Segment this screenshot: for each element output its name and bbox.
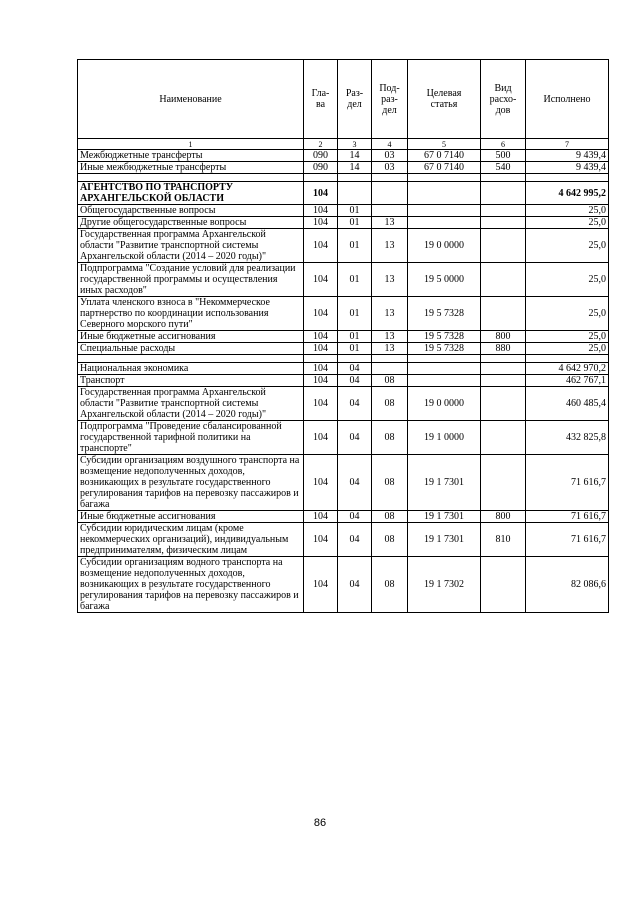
cell-value: 4 642 995,2 xyxy=(526,182,609,205)
cell-podrazdel: 03 xyxy=(372,150,408,162)
table-row xyxy=(78,511,609,523)
cell-podrazdel: 08 xyxy=(372,455,408,511)
cell-name xyxy=(78,174,304,182)
spacer-row xyxy=(78,174,609,182)
cell-name: Национальная экономика xyxy=(78,363,304,375)
cell-name: Субсидии организациям воздушного транспорта на возмещение недополученных доходов, возникающих в результате государственного регулирования тарифов на перевозку пассажиров и багажа xyxy=(78,455,304,511)
cell-vid: 540 xyxy=(481,162,526,174)
cell-vid xyxy=(481,557,526,613)
header-vid: Вид расхо- дов xyxy=(481,60,526,139)
cell-podrazdel: 08 xyxy=(372,375,408,387)
cell-podrazdel: 08 xyxy=(372,387,408,421)
cell-vid xyxy=(481,263,526,297)
cell-statya xyxy=(408,363,481,375)
cell-glava: 104 xyxy=(304,387,338,421)
cell-podrazdel: 08 xyxy=(372,421,408,455)
spacer-row xyxy=(78,355,609,363)
cell-glava: 090 xyxy=(304,150,338,162)
table-row xyxy=(78,455,609,511)
cell-name: Субсидии организациям водного транспорта на возмещение недополученных доходов, возникающих в результате государственного регулирования тарифов на перевозку пассажиров и багажа xyxy=(78,557,304,613)
cell-glava: 104 xyxy=(304,182,338,205)
cell-vid xyxy=(481,174,526,182)
cell-statya: 19 0 0000 xyxy=(408,229,481,263)
cell-value: 25,0 xyxy=(526,297,609,331)
cell-podrazdel: 13 xyxy=(372,343,408,355)
cell-value: 462 767,1 xyxy=(526,375,609,387)
cell-podrazdel: 08 xyxy=(372,511,408,523)
cell-razdel: 04 xyxy=(338,455,372,511)
cell-name xyxy=(78,355,304,363)
cell-vid xyxy=(481,205,526,217)
cell-value xyxy=(526,174,609,182)
cell-razdel: 04 xyxy=(338,363,372,375)
cell-razdel xyxy=(338,182,372,205)
cell-statya: 19 5 7328 xyxy=(408,331,481,343)
column-number: 3 xyxy=(338,139,372,150)
cell-razdel: 01 xyxy=(338,263,372,297)
cell-value: 9 439,4 xyxy=(526,162,609,174)
header-glava: Гла- ва xyxy=(304,60,338,139)
cell-statya: 19 1 7302 xyxy=(408,557,481,613)
cell-podrazdel: 08 xyxy=(372,557,408,613)
cell-statya: 19 0 0000 xyxy=(408,387,481,421)
table-row xyxy=(78,229,609,263)
table-row xyxy=(78,343,609,355)
cell-statya: 67 0 7140 xyxy=(408,150,481,162)
table-row xyxy=(78,387,609,421)
cell-razdel: 14 xyxy=(338,162,372,174)
cell-value: 25,0 xyxy=(526,331,609,343)
cell-podrazdel xyxy=(372,174,408,182)
cell-name: Иные бюджетные ассигнования xyxy=(78,331,304,343)
cell-glava: 104 xyxy=(304,297,338,331)
cell-razdel: 14 xyxy=(338,150,372,162)
cell-glava: 104 xyxy=(304,205,338,217)
cell-razdel: 04 xyxy=(338,375,372,387)
cell-podrazdel xyxy=(372,205,408,217)
table-row xyxy=(78,421,609,455)
cell-podrazdel: 08 xyxy=(372,523,408,557)
cell-name: Транспорт xyxy=(78,375,304,387)
cell-vid: 500 xyxy=(481,150,526,162)
cell-name: Субсидии юридическим лицам (кроме некоммерческих организаций), индивидуальным предпринимателям, физическим лицам xyxy=(78,523,304,557)
cell-vid xyxy=(481,217,526,229)
cell-razdel: 01 xyxy=(338,297,372,331)
table-body xyxy=(78,150,609,613)
cell-vid xyxy=(481,387,526,421)
cell-name: Межбюджетные трансферты xyxy=(78,150,304,162)
column-number: 7 xyxy=(526,139,609,150)
cell-glava: 104 xyxy=(304,421,338,455)
table-row xyxy=(78,363,609,375)
cell-razdel: 04 xyxy=(338,511,372,523)
header-statya: Целевая статья xyxy=(408,60,481,139)
cell-value: 71 616,7 xyxy=(526,455,609,511)
header-razdel: Раз- дел xyxy=(338,60,372,139)
cell-podrazdel: 03 xyxy=(372,162,408,174)
table-row xyxy=(78,375,609,387)
header-row xyxy=(78,60,609,139)
cell-glava: 104 xyxy=(304,331,338,343)
header-podrazdel: Под- раз- дел xyxy=(372,60,408,139)
cell-vid xyxy=(481,355,526,363)
cell-statya: 19 1 0000 xyxy=(408,421,481,455)
table-row xyxy=(78,182,609,205)
cell-value: 9 439,4 xyxy=(526,150,609,162)
cell-vid: 800 xyxy=(481,331,526,343)
cell-podrazdel xyxy=(372,182,408,205)
cell-razdel: 01 xyxy=(338,229,372,263)
page-number: 86 xyxy=(313,817,327,829)
cell-glava: 104 xyxy=(304,343,338,355)
cell-statya xyxy=(408,182,481,205)
table-row xyxy=(78,263,609,297)
cell-value: 460 485,4 xyxy=(526,387,609,421)
cell-glava: 104 xyxy=(304,523,338,557)
cell-razdel: 01 xyxy=(338,217,372,229)
cell-statya: 67 0 7140 xyxy=(408,162,481,174)
cell-vid xyxy=(481,375,526,387)
cell-statya: 19 1 7301 xyxy=(408,523,481,557)
cell-name: Государственная программа Архангельской области "Развитие транспортной системы Архангельской области (2014 – 2020 годы)" xyxy=(78,387,304,421)
cell-razdel: 01 xyxy=(338,343,372,355)
cell-vid: 800 xyxy=(481,511,526,523)
table-row xyxy=(78,557,609,613)
header-value: Исполнено xyxy=(526,60,609,139)
cell-name: Подпрограмма "Проведение сбалансированной государственной тарифной политики на транспорте" xyxy=(78,421,304,455)
cell-podrazdel: 13 xyxy=(372,217,408,229)
cell-statya: 19 5 7328 xyxy=(408,343,481,355)
cell-podrazdel: 13 xyxy=(372,297,408,331)
cell-name: АГЕНТСТВО ПО ТРАНСПОРТУ АРХАНГЕЛЬСКОЙ ОБЛАСТИ xyxy=(78,182,304,205)
cell-vid xyxy=(481,455,526,511)
cell-name: Общегосударственные вопросы xyxy=(78,205,304,217)
cell-value: 82 086,6 xyxy=(526,557,609,613)
cell-statya xyxy=(408,217,481,229)
cell-statya xyxy=(408,205,481,217)
cell-value: 25,0 xyxy=(526,217,609,229)
cell-value: 25,0 xyxy=(526,205,609,217)
cell-podrazdel xyxy=(372,355,408,363)
cell-value: 25,0 xyxy=(526,343,609,355)
cell-value: 4 642 970,2 xyxy=(526,363,609,375)
cell-razdel: 04 xyxy=(338,387,372,421)
cell-value: 71 616,7 xyxy=(526,523,609,557)
header-name: Наименование xyxy=(78,60,304,139)
table-row xyxy=(78,297,609,331)
table-row xyxy=(78,331,609,343)
cell-razdel: 01 xyxy=(338,331,372,343)
cell-glava: 104 xyxy=(304,455,338,511)
table-row xyxy=(78,162,609,174)
cell-razdel xyxy=(338,174,372,182)
cell-statya: 19 5 0000 xyxy=(408,263,481,297)
cell-glava: 104 xyxy=(304,263,338,297)
cell-vid xyxy=(481,182,526,205)
column-number: 5 xyxy=(408,139,481,150)
cell-name: Государственная программа Архангельской области "Развитие транспортной системы Архангельской области (2014 – 2020 годы)" xyxy=(78,229,304,263)
cell-razdel: 04 xyxy=(338,421,372,455)
column-number: 4 xyxy=(372,139,408,150)
cell-vid xyxy=(481,229,526,263)
cell-glava xyxy=(304,174,338,182)
cell-statya: 19 1 7301 xyxy=(408,455,481,511)
table-row xyxy=(78,523,609,557)
cell-podrazdel xyxy=(372,363,408,375)
cell-glava: 104 xyxy=(304,217,338,229)
column-number: 6 xyxy=(481,139,526,150)
cell-name: Иные бюджетные ассигнования xyxy=(78,511,304,523)
cell-vid xyxy=(481,421,526,455)
cell-statya: 19 1 7301 xyxy=(408,511,481,523)
cell-value: 25,0 xyxy=(526,229,609,263)
cell-value: 432 825,8 xyxy=(526,421,609,455)
cell-glava: 104 xyxy=(304,557,338,613)
table-row xyxy=(78,217,609,229)
cell-value xyxy=(526,355,609,363)
cell-name: Уплата членского взноса в "Некоммерческое партнерство по координации использования Северного морского пути" xyxy=(78,297,304,331)
cell-name: Специальные расходы xyxy=(78,343,304,355)
budget-table xyxy=(77,59,609,613)
cell-glava: 104 xyxy=(304,375,338,387)
cell-razdel: 04 xyxy=(338,523,372,557)
cell-value: 25,0 xyxy=(526,263,609,297)
column-number: 2 xyxy=(304,139,338,150)
cell-razdel xyxy=(338,355,372,363)
cell-razdel: 04 xyxy=(338,557,372,613)
cell-podrazdel: 13 xyxy=(372,263,408,297)
cell-statya xyxy=(408,375,481,387)
cell-statya xyxy=(408,355,481,363)
column-number: 1 xyxy=(78,139,304,150)
cell-statya: 19 5 7328 xyxy=(408,297,481,331)
cell-vid xyxy=(481,363,526,375)
cell-vid: 880 xyxy=(481,343,526,355)
cell-name: Иные межбюджетные трансферты xyxy=(78,162,304,174)
cell-name: Другие общегосударственные вопросы xyxy=(78,217,304,229)
cell-value: 71 616,7 xyxy=(526,511,609,523)
table-row xyxy=(78,150,609,162)
cell-glava: 104 xyxy=(304,363,338,375)
cell-podrazdel: 13 xyxy=(372,331,408,343)
column-number-row xyxy=(78,139,609,150)
cell-vid xyxy=(481,297,526,331)
cell-glava: 090 xyxy=(304,162,338,174)
cell-name: Подпрограмма "Создание условий для реализации государственной программы и осуществления иных расходов" xyxy=(78,263,304,297)
cell-glava xyxy=(304,355,338,363)
table-row xyxy=(78,205,609,217)
cell-vid: 810 xyxy=(481,523,526,557)
cell-podrazdel: 13 xyxy=(372,229,408,263)
cell-glava: 104 xyxy=(304,511,338,523)
cell-statya xyxy=(408,174,481,182)
cell-razdel: 01 xyxy=(338,205,372,217)
cell-glava: 104 xyxy=(304,229,338,263)
